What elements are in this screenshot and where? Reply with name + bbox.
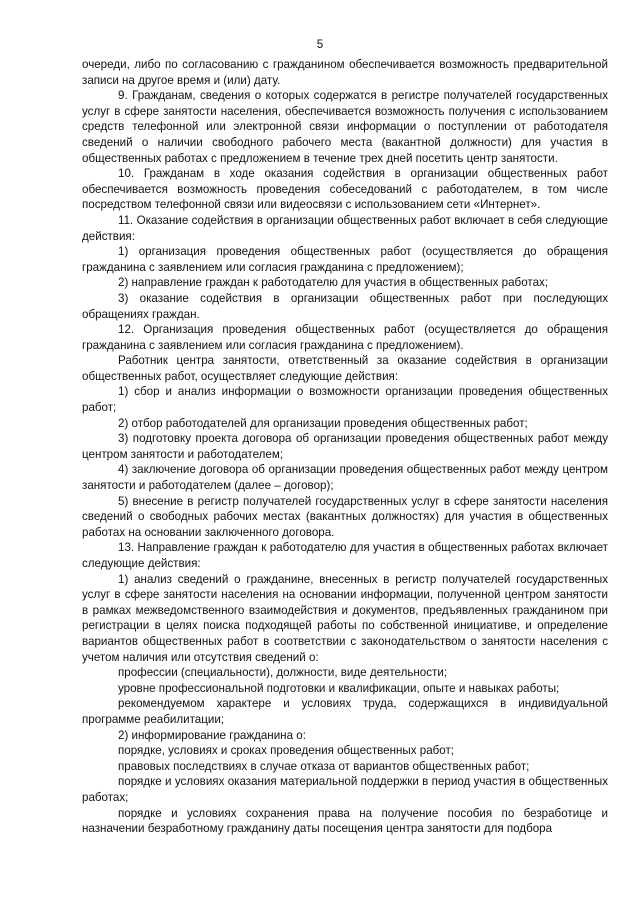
- list-item: 2) направление граждан к работодателю для участия в общественных работах;: [118, 276, 549, 290]
- paragraph: 10. Гражданам в ходе оказания содействия в организации общественных работ обеспечивается возможность проведения собеседований с работодателем, в том числе посредством телефонной связи или видеосвязи с использованием сети «Интернет».: [82, 167, 608, 212]
- list-item: рекомендуемом характере и условиях труда, содержащихся в индивидуальной программе реабилитации;: [82, 697, 608, 726]
- paragraph: очереди, либо по согласованию с гражданином обеспечивается возможность предварительной записи на другое время и (или) дату.: [82, 58, 608, 87]
- paragraph: Работник центра занятости, ответственный за оказание содействия в организации общественных работ, осуществляет следующие действия:: [82, 354, 608, 383]
- list-item: 2) отбор работодателей для организации проведения общественных работ;: [118, 416, 528, 430]
- list-item: 2) информирование гражданина о:: [118, 728, 306, 742]
- list-item: правовых последствиях в случае отказа от вариантов общественных работ;: [118, 759, 530, 773]
- list-item: порядке и условиях оказания материальной поддержки в период участия в общественных работах;: [82, 775, 608, 804]
- list-item: профессии (специальности), должности, виде деятельности;: [118, 666, 448, 680]
- list-item: 3) подготовку проекта договора об организации проведения общественных работ между центром занятости и работодателем;: [82, 432, 608, 461]
- paragraph: 11. Оказание содействия в организации общественных работ включает в себя следующие действия:: [82, 213, 608, 243]
- list-item: 4) заключение договора об организации проведения общественных работ между центром занятости и работодателем (далее – договор);: [82, 463, 608, 493]
- paragraph: 13. Направление граждан к работодателю для участия в общественных работах включает следующие действия:: [82, 541, 608, 570]
- list-item: уровне профессиональной подготовки и квалификации, опыте и навыках работы;: [118, 681, 560, 695]
- list-item: 1) организация проведения общественных работ (осуществляется до обращения гражданина с заявлением или согласия гражданина с предложением);: [82, 245, 608, 274]
- list-item: порядке, условиях и сроках проведения общественных работ;: [118, 744, 455, 758]
- page-number: 5: [316, 38, 324, 51]
- paragraph: 12. Организация проведения общественных работ (осуществляется до обращения гражданина с заявлением или согласия гражданина с предложением).: [82, 323, 608, 352]
- list-item: 1) анализ сведений о гражданине, внесенных в регистр получателей государственных услуг в сфере занятости населения на основании информации, полученной центром занятости в рамках межведомственного взаимодействия и документов, предъявленных гражданином при регистрации в целях поиска подходящей работы по собственной инициативе, и определение вариантов общественных работ в соответствии с законодательством о занятости населения с учетом наличия или отсутствия сведений о:: [82, 572, 608, 664]
- document-body: [82, 57, 608, 837]
- list-item: порядке и условиях сохранения права на получение пособия по безработице и назначении безработному гражданину даты посещения центра занятости для подбора: [82, 806, 608, 836]
- paragraph: 9. Гражданам, сведения о которых содержатся в регистре получателей государственных услуг в сфере занятости населения, обеспечивается возможность получения с использованием средств телефонной или электронной связи информации о поступлении от работодателя сведений о наличии свободного рабочего места (вакантной должности) для участия в общественных работах с предложением в течение трех дней посетить центр занятости.: [82, 89, 608, 165]
- list-item: 1) сбор и анализ информации о возможности организации проведения общественных работ;: [82, 385, 608, 415]
- list-item: 5) внесение в регистр получателей государственных услуг в сфере занятости населения сведений о свободных рабочих местах (вакантных должностях) для участия в общественных работах на основании заключенного договора.: [82, 494, 608, 539]
- list-item: 3) оказание содействия в организации общественных работ при последующих обращениях граждан.: [82, 291, 608, 321]
